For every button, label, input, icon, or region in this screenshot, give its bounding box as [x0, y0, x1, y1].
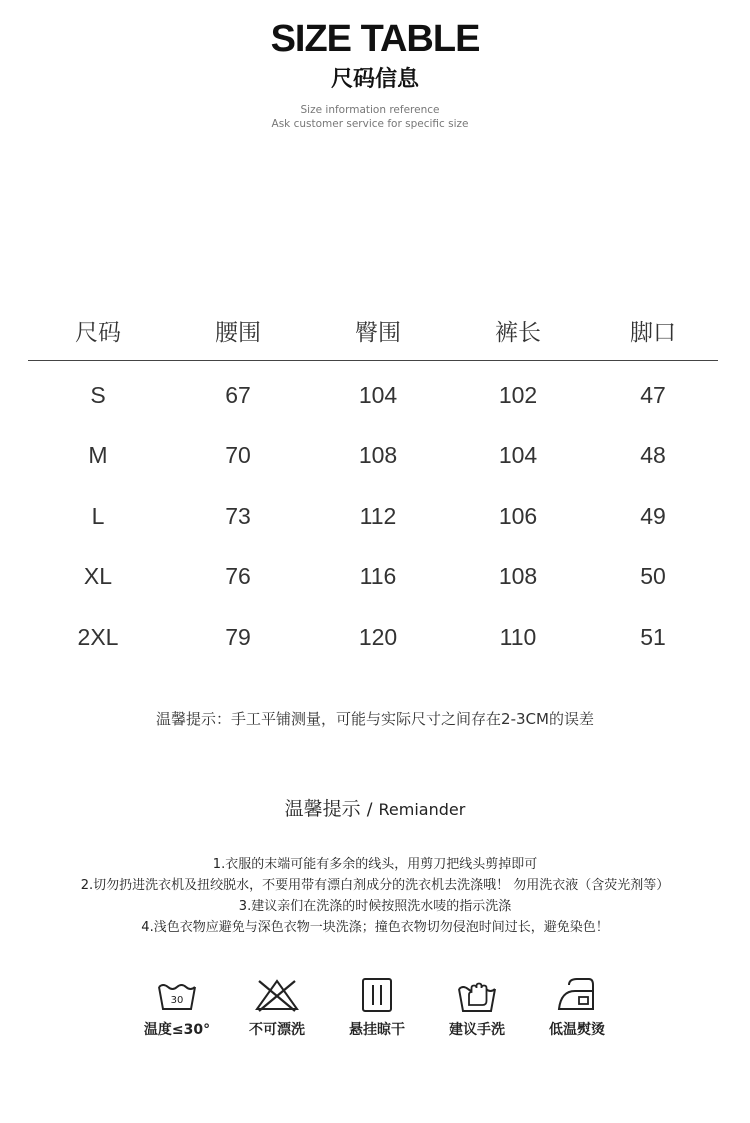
- table-cell: S: [90, 381, 106, 408]
- table-cell: 76: [225, 563, 251, 590]
- table-cell: 79: [225, 623, 251, 650]
- reminder-title-cn: 温馨提示: [284, 798, 361, 820]
- table-row: [28, 607, 718, 668]
- care-label: 温度≤30°: [143, 1022, 211, 1038]
- table-row: [28, 361, 718, 426]
- measurement-tip: 温馨提示：手工平铺测量，可能与实际尺寸之间存在2-3CM的误差: [156, 710, 594, 728]
- care-label: 建议手洗: [449, 1022, 505, 1038]
- table-cell: 50: [640, 563, 666, 590]
- table-cell: 67: [225, 381, 251, 408]
- table-cell: L: [91, 502, 105, 529]
- page-subtitle: 尺码信息: [330, 67, 419, 92]
- hang-dry-icon: [353, 975, 401, 1015]
- reminder-separator: /: [366, 800, 373, 820]
- table-cell: 110: [499, 623, 537, 650]
- care-icons-row: [132, 975, 622, 1039]
- table-cell: 108: [358, 442, 398, 469]
- size-table: [28, 300, 718, 668]
- table-cell: 49: [640, 502, 666, 529]
- table-row: [28, 426, 718, 487]
- table-cell: 106: [498, 502, 538, 529]
- care-item-wash-temperature: [132, 975, 222, 1039]
- care-item-no-bleach: [232, 975, 322, 1039]
- column-header-waist: 腰围: [168, 300, 308, 361]
- table-cell: 104: [498, 442, 538, 469]
- care-label: 低温熨烫: [549, 1022, 605, 1038]
- svg-text:30: 30: [170, 995, 184, 1006]
- column-header-length: 裤长: [448, 300, 588, 361]
- table-row: [28, 547, 718, 608]
- care-label: 不可漂洗: [249, 1022, 305, 1038]
- table-cell: 47: [640, 381, 666, 408]
- reminder-title-en: Remiander: [378, 800, 466, 819]
- table-cell: M: [88, 442, 108, 469]
- hand-wash-icon: [453, 975, 501, 1015]
- care-item-hand-wash: [432, 975, 522, 1039]
- care-item-hang-dry: [332, 975, 422, 1039]
- table-row: [28, 486, 718, 547]
- table-cell: 104: [358, 381, 398, 408]
- table-cell: 120: [358, 623, 398, 650]
- table-cell: 102: [498, 381, 538, 408]
- table-cell: 51: [640, 623, 666, 650]
- table-cell: 108: [498, 563, 538, 590]
- care-label: 悬挂晾干: [349, 1022, 405, 1038]
- table-cell: XL: [83, 563, 113, 590]
- size-table-header-row: [28, 300, 718, 361]
- table-cell: 112: [359, 502, 397, 529]
- column-header-size: 尺码: [28, 300, 168, 361]
- size-reference-note: Size information reference: [300, 104, 440, 116]
- reminder-heading: [0, 794, 750, 821]
- table-cell: 48: [640, 442, 666, 469]
- wash-30-icon: [153, 975, 201, 1015]
- table-cell: 73: [225, 502, 251, 529]
- care-instruction-line: 3.建议亲们在洗涤的时候按照洗水唛的指示洗涤: [238, 899, 512, 914]
- no-bleach-icon: [253, 975, 301, 1015]
- care-item-low-iron: [532, 975, 622, 1039]
- care-instruction-line: 4.浅色衣物应避免与深色衣物一块洗涤；撞色衣物切勿侵泡时间过长，避免染色！: [141, 920, 609, 935]
- low-iron-icon: [553, 975, 601, 1015]
- page-title: SIZE TABLE: [270, 18, 480, 60]
- care-instructions: [0, 854, 750, 938]
- table-cell: 70: [225, 442, 251, 469]
- table-cell: 116: [359, 563, 397, 590]
- column-header-hip: 臀围: [308, 300, 448, 361]
- customer-service-note: Ask customer service for specific size: [271, 118, 469, 130]
- care-instruction-line: 2.切勿扔进洗衣机及扭绞脱水，不要用带有漂白剂成分的洗衣机去洗涤哦！ 勿用洗衣液（含荧光剂等）: [80, 878, 670, 893]
- care-instruction-line: 1.衣服的末端可能有多余的线头，用剪刀把线头剪掉即可: [212, 857, 538, 872]
- column-header-leg-opening: 脚口: [588, 300, 718, 361]
- table-cell: 2XL: [77, 623, 119, 650]
